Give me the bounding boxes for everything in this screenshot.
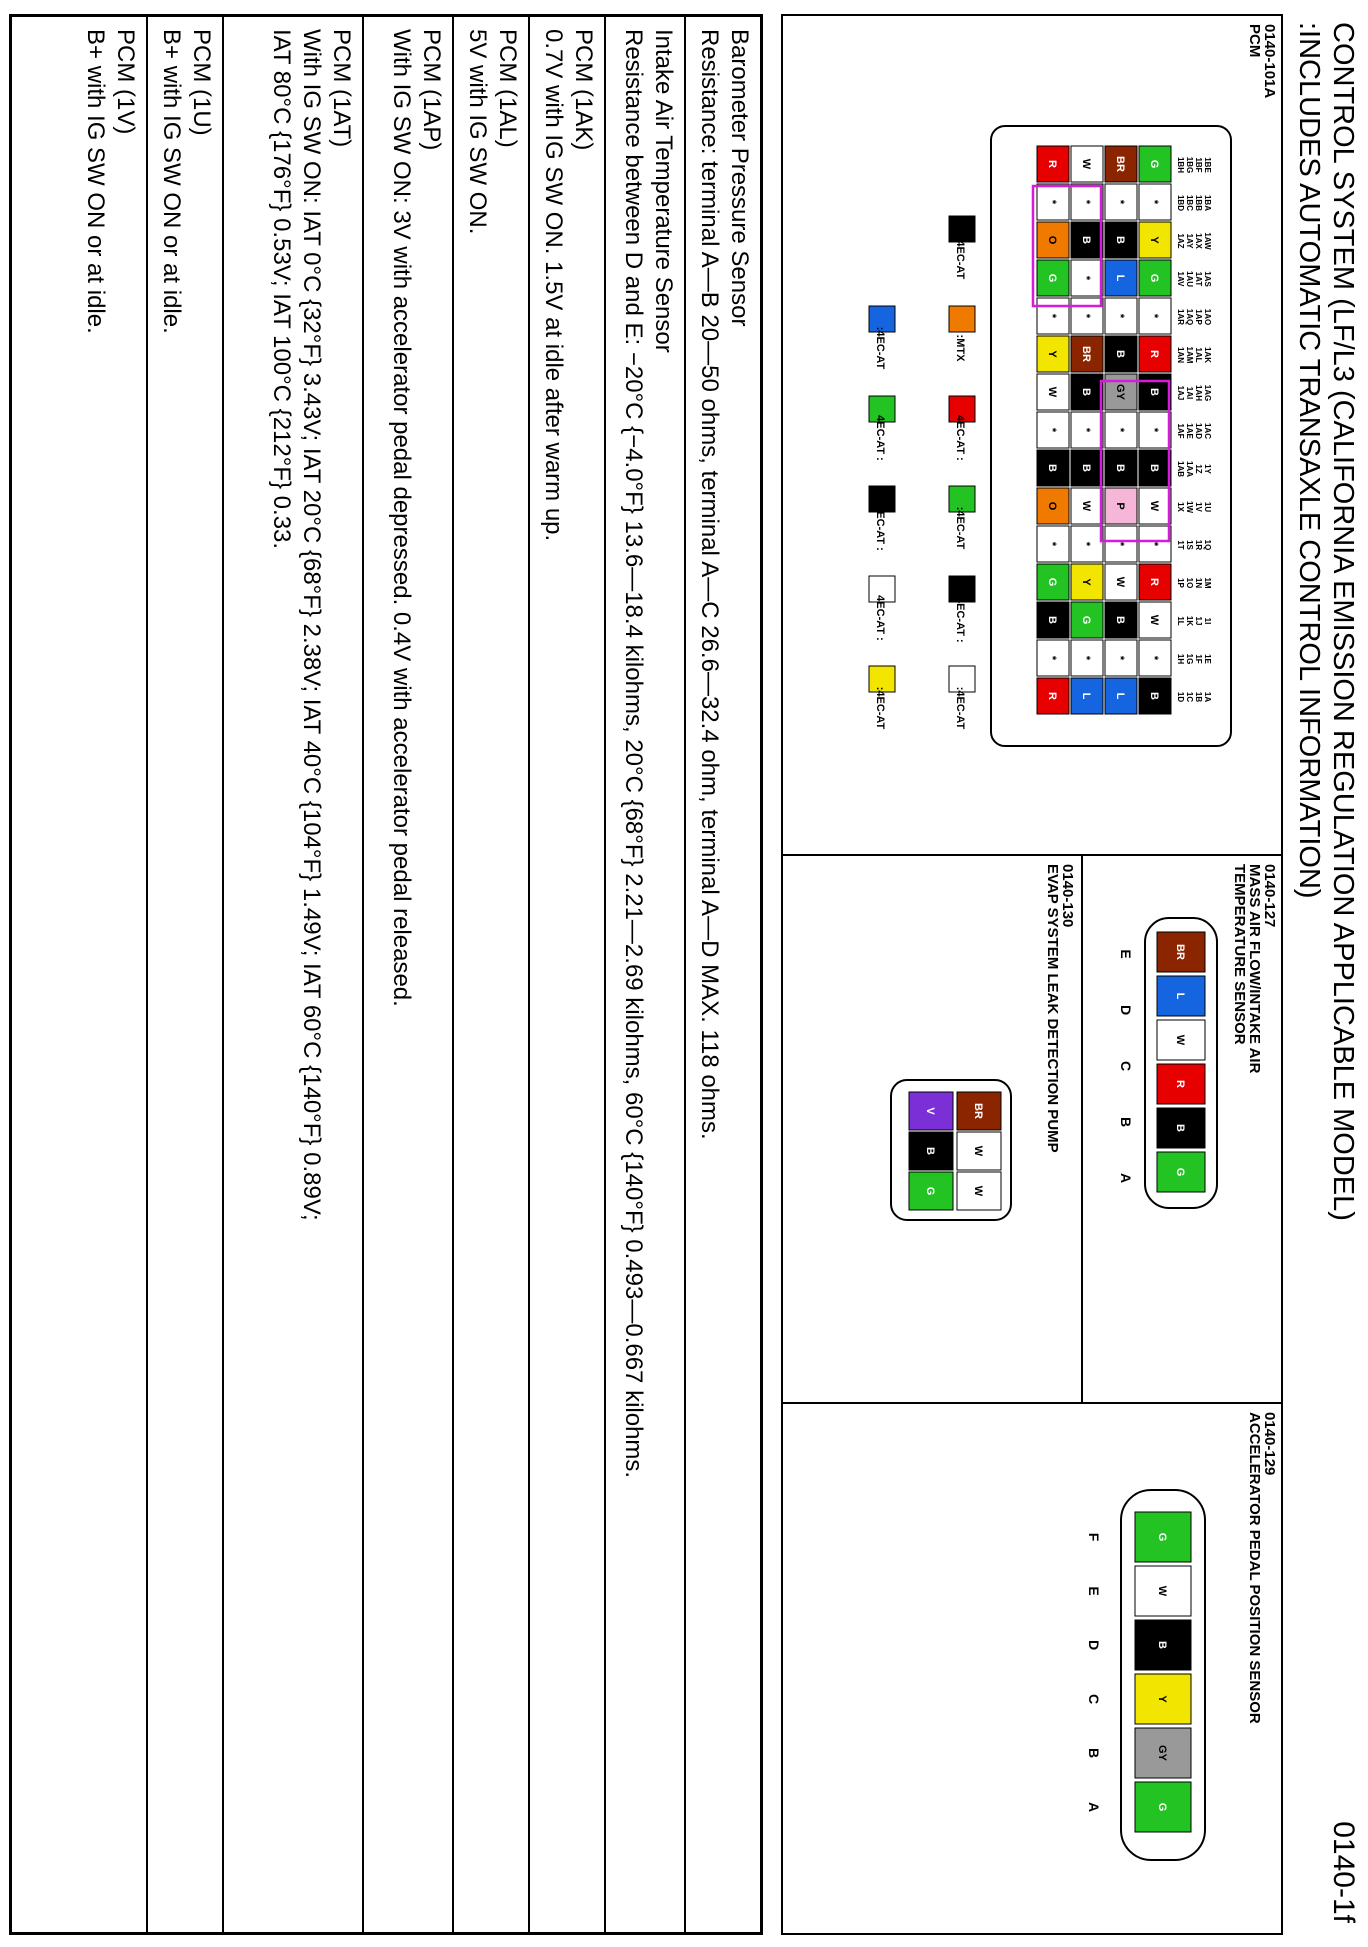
evap-pump-connector: [885, 1076, 1015, 1226]
wire-color-label: W: [972, 1185, 984, 1197]
terminal-label: 1AN: [1176, 346, 1185, 364]
app-sensor-connector: [1069, 1486, 1209, 1866]
wire-color-label: Y: [1156, 1695, 1168, 1703]
terminal-label: 1AO: [1203, 308, 1212, 326]
pcm-connector-name: PCM: [1246, 24, 1263, 58]
wire-color-label: L: [1080, 692, 1092, 700]
app-connector-drawing: [1069, 1486, 1209, 1866]
page-title: CONTROL SYSTEM (LF/L3 (CALIFORNIA EMISSION REGULATION APPLICABLE MODEL) :INCLUDES AUTOMATIC TRANSAXLE CONTROL INFORMATION): [1293, 22, 1359, 1221]
terminal-label: 1AX: [1194, 233, 1203, 249]
wire-color-label: *: [1046, 655, 1058, 661]
variant-tag: :4EC-AT :: [954, 593, 966, 643]
terminal-label: 1BA: [1203, 194, 1212, 212]
terminal-label: 1O: [1185, 577, 1194, 589]
wire-color-label: BR: [1174, 944, 1186, 960]
pin-label: C: [1118, 1060, 1134, 1072]
wire-color-label: *: [1046, 541, 1058, 547]
wire-color-label: *: [1114, 655, 1126, 661]
pin-label: F: [1086, 1532, 1102, 1542]
terminal-label: 1BB: [1194, 194, 1203, 212]
spec-row-title: PCM (1AP): [418, 29, 445, 151]
wire-color-label: B: [1156, 1641, 1168, 1649]
spec-row: [12, 17, 146, 1932]
wire-color-label: W: [1156, 1585, 1168, 1597]
wire-color-label: R: [1148, 350, 1160, 358]
terminal-label: 1F: [1194, 654, 1203, 664]
spec-table: [9, 14, 763, 1935]
wire-color-label: R: [1046, 160, 1058, 168]
wire-color-label: B: [924, 1147, 936, 1155]
wire-color-label: O: [1046, 235, 1058, 245]
terminal-label: 1AK: [1203, 346, 1212, 364]
wire-color-label: *: [1046, 199, 1058, 205]
terminal-label: 1AH: [1194, 384, 1203, 402]
wire-color-label: *: [1148, 541, 1160, 547]
terminal-label: 1AB: [1176, 460, 1185, 478]
wire-color-label: V: [924, 1107, 936, 1115]
wire-color-label: BR: [1114, 156, 1126, 172]
wire-color-label: B: [1148, 464, 1160, 472]
evap-pump-name: EVAP SYSTEM LEAK DETECTION PUMP: [1044, 864, 1061, 1153]
wire-color-label: G: [1156, 1532, 1168, 1542]
spec-row-title: PCM (1AT): [328, 29, 355, 148]
terminal-label: 1P: [1176, 578, 1185, 588]
terminal-label: 1BH: [1176, 156, 1185, 174]
spec-row-detail: Resistance between D and E: −20°C {−4.0°F} 13.6—18.4 kilohms, 20°C {68°F} 2.21—2.69 kilohms, 60°C {140°F} 0.493—0.667 kilohms.: [620, 29, 647, 1479]
wire-color-label: B: [1046, 464, 1058, 472]
pin-label: E: [1118, 949, 1134, 959]
spec-row-detail: With IG SW ON: IAT 0°C {32°F} 3.43V; IAT 20°C {68°F} 2.38V; IAT 40°C {104°F} 1.49V; IAT 60°C {140°F} 0.89V;: [298, 29, 325, 1221]
terminal-label: 1N: [1194, 577, 1203, 589]
terminal-label: 1W: [1185, 501, 1194, 513]
terminal-label: 1B: [1194, 691, 1203, 703]
terminal-label: 1BE: [1203, 157, 1212, 173]
wire-color-label: W: [972, 1145, 984, 1157]
terminal-label: 1AI: [1185, 386, 1194, 400]
wire-color-label: W: [1080, 158, 1092, 170]
spec-row-detail: Resistance: terminal A—B 20—50 ohms, terminal A—C 26.6—32.4 ohm, terminal A—D MAX. 118 ohms.: [696, 29, 723, 1140]
terminal-label: 1Q: [1203, 539, 1212, 551]
spec-row-detail: IAT 80°C {176°F} 0.53V; IAT 100°C {212°F} 0.33.: [268, 29, 295, 550]
terminal-label: 1AU: [1185, 270, 1194, 288]
wire-color-label: *: [1114, 541, 1126, 547]
pcm-connector: [801, 86, 1241, 786]
terminal-label: 1AM: [1185, 346, 1194, 364]
terminal-label: 1I: [1203, 617, 1212, 625]
terminal-label: 1Y: [1203, 464, 1212, 474]
wire-color-label: G: [1148, 273, 1160, 283]
terminal-label: 1AQ: [1185, 308, 1194, 326]
terminal-label: 1A: [1203, 691, 1212, 703]
wire-color-label: *: [1148, 199, 1160, 205]
spec-row-title: Intake Air Temperature Sensor: [650, 29, 677, 353]
wire-color-label: GY: [1114, 384, 1126, 400]
terminal-label: 1BG: [1185, 156, 1194, 174]
terminal-label: 1J: [1194, 616, 1203, 626]
wire-swatch: [949, 306, 975, 332]
maf-sensor-connector: [1111, 914, 1221, 1214]
terminal-label: 1AY: [1185, 233, 1194, 249]
terminal-label: 1AE: [1185, 423, 1194, 439]
variant-tag: :MTX: [954, 334, 966, 362]
pin-label: C: [1086, 1693, 1102, 1705]
pin-label: B: [1118, 1116, 1134, 1128]
terminal-label: 1G: [1185, 653, 1194, 665]
pin-label: B: [1086, 1747, 1102, 1759]
wire-color-label: W: [1114, 576, 1126, 588]
terminal-label: 1V: [1194, 502, 1203, 512]
spec-row-title: Barometer Pressure Sensor: [726, 29, 753, 327]
spec-row-title: PCM (1V): [112, 29, 139, 135]
wire-color-label: L: [1114, 274, 1126, 282]
connector-frame: [781, 14, 1283, 1935]
terminal-label: 1AT: [1194, 271, 1203, 287]
wire-color-label: *: [1148, 313, 1160, 319]
wire-color-label: B: [1114, 616, 1126, 624]
variant-tag: :4EC-AT: [954, 506, 966, 550]
terminal-label: 1AZ: [1176, 233, 1185, 249]
spec-row: [528, 17, 604, 1932]
wire-color-label: W: [1080, 500, 1092, 512]
wire-color-label: B: [1080, 236, 1092, 244]
variant-tag: 4EC-AT :: [874, 595, 886, 641]
wire-color-label: O: [1046, 501, 1058, 511]
terminal-label: 1M: [1203, 577, 1212, 589]
variant-tag: :4EC-AT: [874, 686, 886, 730]
maf-connector-drawing: [1111, 914, 1221, 1214]
terminal-label: 1AC: [1203, 422, 1212, 440]
wire-color-label: B: [1080, 464, 1092, 472]
terminal-label: 1BF: [1194, 157, 1203, 173]
wire-color-label: *: [1046, 427, 1058, 433]
variant-tag: :4EC-AT: [954, 686, 966, 730]
spec-row-detail: With IG SW ON: 3V with accelerator pedal depressed. 0.4V with accelerator pedal released.: [388, 29, 415, 1007]
divider: [783, 854, 1281, 856]
terminal-label: 1AW: [1203, 232, 1212, 250]
wire-color-label: BR: [1080, 346, 1092, 362]
spec-row: [452, 17, 528, 1932]
terminal-label: 1S: [1185, 540, 1194, 550]
terminal-label: 1AR: [1176, 308, 1185, 326]
wire-color-label: G: [1080, 615, 1092, 625]
pin-label: E: [1086, 1586, 1102, 1596]
wire-color-label: G: [1046, 577, 1058, 587]
spec-row: [222, 17, 362, 1932]
terminal-label: 1X: [1176, 502, 1185, 512]
pin-label: A: [1118, 1172, 1134, 1184]
wire-color-label: W: [1046, 386, 1058, 398]
terminal-label: 1C: [1185, 691, 1194, 703]
terminal-label: 1BD: [1176, 194, 1185, 212]
terminal-label: 1AL: [1194, 347, 1203, 363]
evap-pump-code: 0140-130: [1059, 864, 1076, 928]
terminal-label: 1AJ: [1176, 385, 1185, 401]
wire-color-label: W: [1174, 1034, 1186, 1046]
terminal-label: 1T: [1176, 540, 1185, 550]
wire-color-label: B: [1148, 692, 1160, 700]
wire-color-label: *: [1114, 427, 1126, 433]
spec-row: [146, 17, 222, 1932]
wire-color-label: B: [1148, 388, 1160, 396]
wire-color-label: BR: [972, 1103, 984, 1119]
wire-color-label: *: [1080, 427, 1092, 433]
wire-color-label: L: [1114, 692, 1126, 700]
wire-color-label: *: [1148, 427, 1160, 433]
wire-color-label: R: [1174, 1080, 1186, 1088]
terminal-label: 1E: [1203, 654, 1212, 664]
wire-color-label: *: [1148, 655, 1160, 661]
variant-tag: 4EC-AT :: [954, 415, 966, 461]
wire-color-label: R: [1046, 692, 1058, 700]
terminal-label: 1L: [1176, 616, 1185, 626]
evap-connector-drawing: [885, 1076, 1015, 1226]
wire-color-label: G: [924, 1186, 936, 1196]
wire-color-label: *: [1114, 313, 1126, 319]
wire-color-label: L: [1174, 992, 1186, 1000]
wire-color-label: B: [1046, 616, 1058, 624]
divider: [1081, 854, 1083, 1402]
maf-sensor-code: 0140-127: [1261, 864, 1278, 928]
wire-color-label: W: [1148, 614, 1160, 626]
terminal-label: 1AS: [1203, 271, 1212, 287]
maf-sensor-name: MASS AIR FLOW/INTAKE AIR: [1246, 864, 1263, 1074]
wire-color-label: G: [1174, 1167, 1186, 1177]
terminal-label: 1AD: [1194, 422, 1203, 440]
wire-color-label: B: [1080, 388, 1092, 396]
wire-color-label: G: [1156, 1802, 1168, 1812]
spec-row: [362, 17, 452, 1932]
spec-row: [684, 17, 760, 1932]
wire-color-label: B: [1174, 1124, 1186, 1132]
wire-color-label: G: [1046, 273, 1058, 283]
wire-color-label: P: [1114, 502, 1126, 510]
variant-tag: :4EC-AT: [954, 236, 966, 280]
wire-color-label: *: [1046, 313, 1058, 319]
wire-color-label: Y: [1046, 350, 1058, 358]
divider: [783, 1402, 1281, 1404]
wire-color-label: Y: [1148, 236, 1160, 244]
spec-row-detail: 5V with IG SW ON.: [464, 29, 491, 235]
terminal-label: 1R: [1194, 539, 1203, 551]
wire-color-label: GY: [1156, 1745, 1168, 1761]
variant-tag: 4EC-AT :: [874, 415, 886, 461]
pin-label: A: [1086, 1801, 1102, 1813]
terminal-label: 1Z: [1194, 464, 1203, 474]
spec-row-detail: 0.7V with IG SW ON. 1.5V at idle after warm up.: [540, 29, 567, 542]
spec-row: [604, 17, 684, 1932]
variant-tag: 4EC-AT :: [874, 505, 886, 551]
wire-color-label: *: [1080, 199, 1092, 205]
wire-color-label: *: [1080, 275, 1092, 281]
wire-color-label: R: [1148, 578, 1160, 586]
terminal-label: 1AP: [1194, 309, 1203, 325]
terminal-label: 1D: [1176, 691, 1185, 703]
terminal-label: 1K: [1185, 615, 1194, 627]
terminal-label: 1AA: [1185, 460, 1194, 478]
terminal-label: 1AF: [1176, 423, 1185, 439]
wire-color-label: G: [1148, 159, 1160, 169]
wire-color-label: B: [1114, 350, 1126, 358]
pin-label: D: [1118, 1004, 1134, 1016]
app-sensor-name: ACCELERATOR PEDAL POSITION SENSOR: [1246, 1412, 1263, 1724]
wire-color-label: *: [1114, 199, 1126, 205]
pin-label: D: [1086, 1639, 1102, 1651]
terminal-label: 1U: [1203, 501, 1212, 513]
spec-row-title: PCM (1U): [188, 29, 215, 136]
spec-row-title: PCM (1AK): [570, 29, 597, 151]
wire-color-label: B: [1114, 236, 1126, 244]
wire-color-label: Y: [1080, 578, 1092, 586]
spec-row-detail: B+ with IG SW ON or at idle.: [158, 29, 185, 334]
page-code: 0140-1f: [1327, 1821, 1360, 1923]
variant-tag: :4EC-AT: [874, 326, 886, 370]
wire-color-label: B: [1114, 464, 1126, 472]
spec-row-title: PCM (1AL): [494, 29, 521, 148]
wire-color-label: *: [1080, 313, 1092, 319]
terminal-label: 1AV: [1176, 271, 1185, 287]
terminal-label: 1BC: [1185, 194, 1194, 212]
pcm-connector-drawing: [801, 86, 1241, 786]
terminal-label: 1H: [1176, 653, 1185, 665]
wire-color-label: *: [1080, 541, 1092, 547]
pcm-connector-code: 0140-101A: [1261, 24, 1278, 99]
spec-row-detail: B+ with IG SW ON or at idle.: [82, 29, 109, 334]
wire-color-label: W: [1148, 500, 1160, 512]
terminal-label: 1AG: [1203, 384, 1212, 402]
maf-sensor-name: TEMPERATURE SENSOR: [1231, 864, 1248, 1045]
app-sensor-code: 0140-129: [1261, 1412, 1278, 1476]
wire-color-label: *: [1080, 655, 1092, 661]
